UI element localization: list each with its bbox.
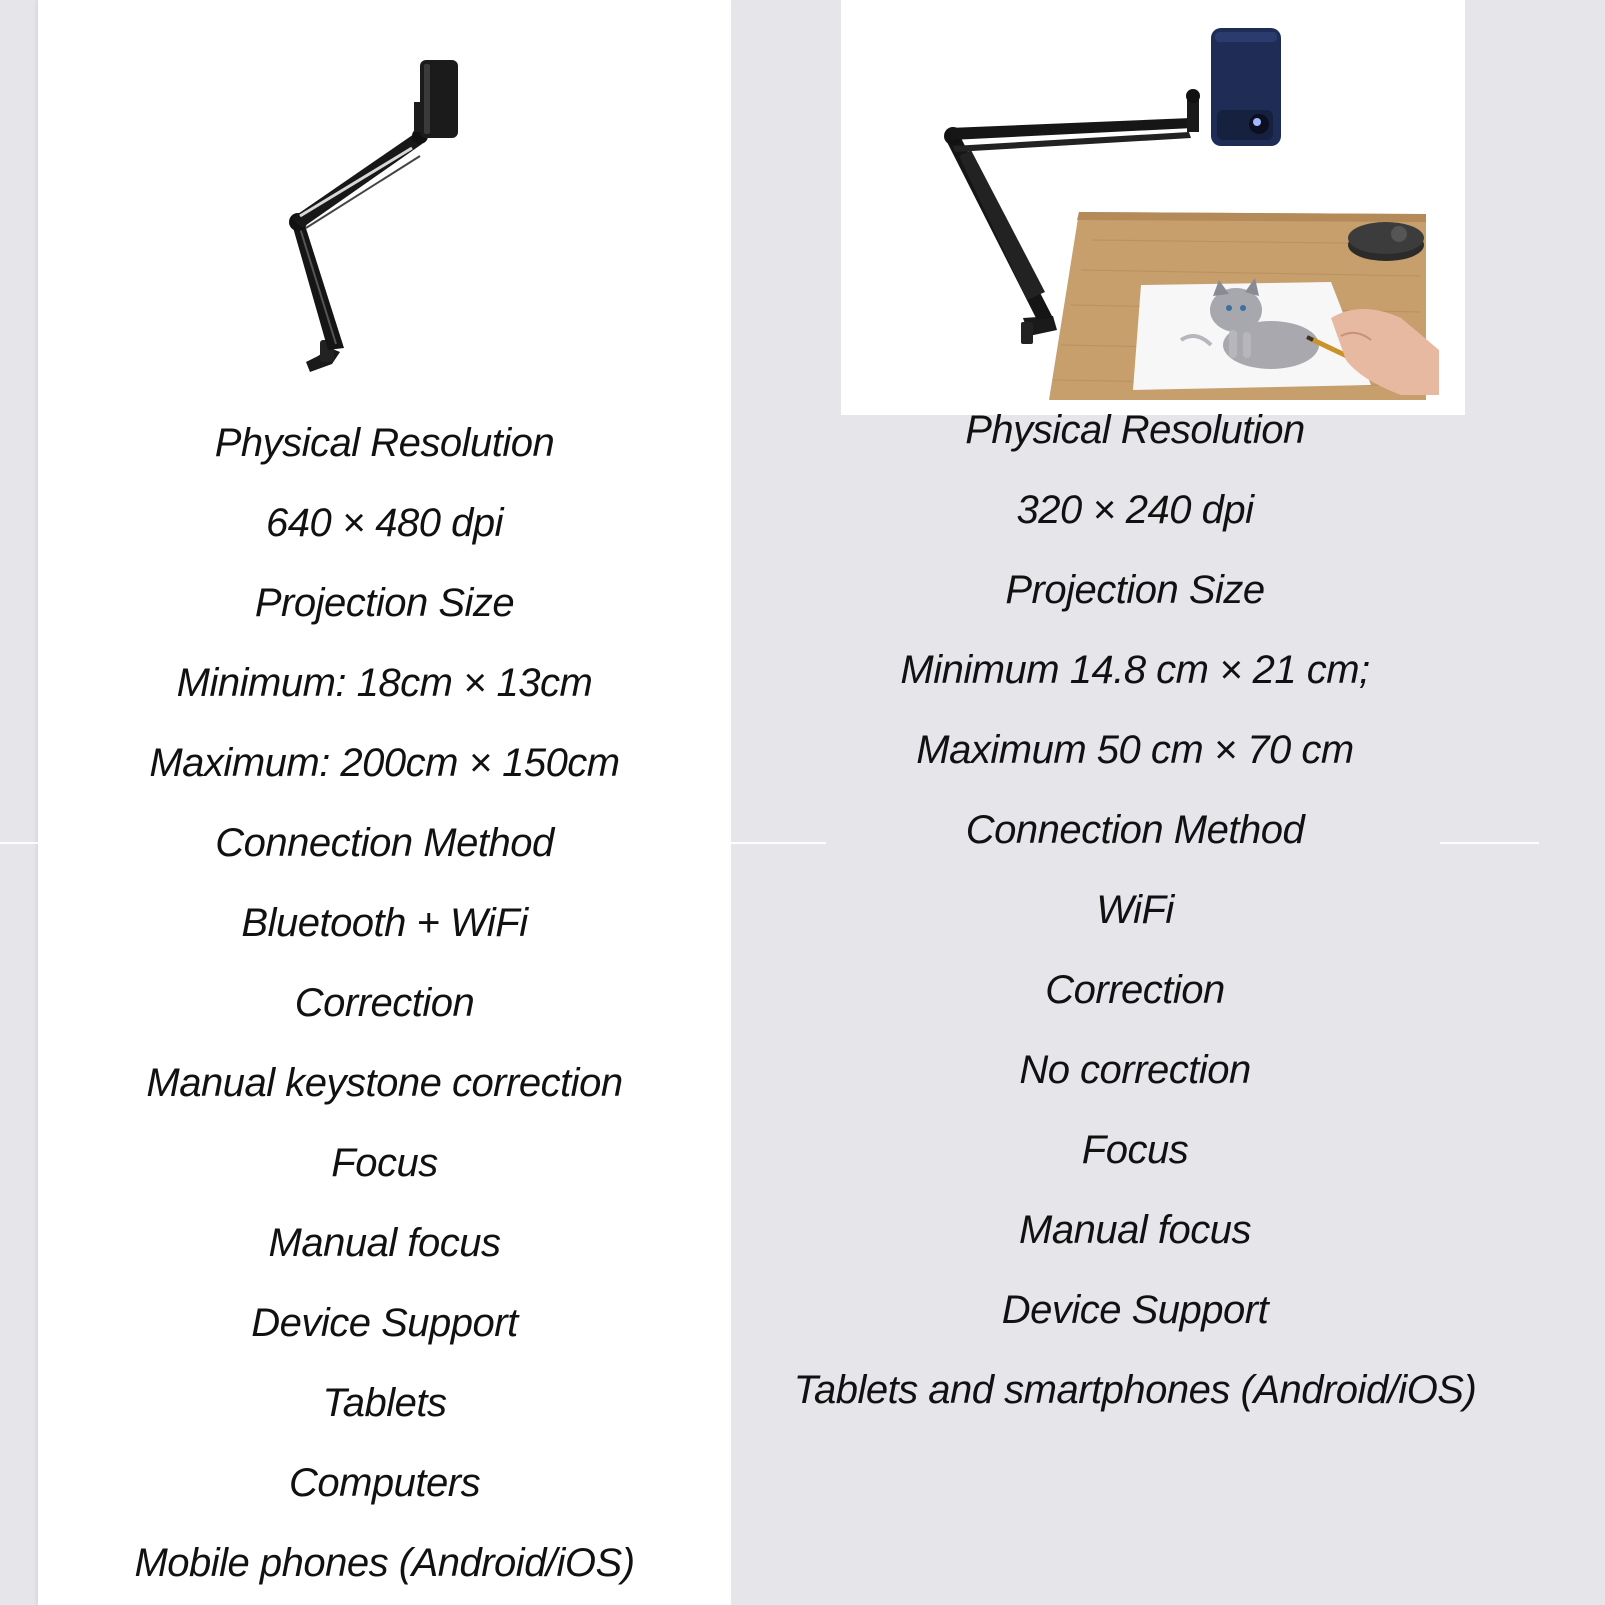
spec-label-connection-method: Connection Method [215, 821, 554, 865]
spec-value-minimum-size: Minimum 14.8 cm × 21 cm; [900, 648, 1370, 692]
spec-value-resolution: 320 × 240 dpi [1016, 488, 1254, 532]
spec-value-device-mobile: Mobile phones (Android/iOS) [134, 1541, 635, 1585]
spec-value-device-computers: Computers [288, 1461, 481, 1505]
spec-value-correction: Manual keystone correction [146, 1061, 623, 1105]
spec-value-focus: Manual focus [268, 1221, 501, 1265]
spec-value-connection: WiFi [1096, 888, 1174, 932]
spec-label-physical-resolution: Physical Resolution [214, 421, 555, 465]
spec-value-device-support: Tablets and smartphones (Android/iOS) [793, 1368, 1477, 1412]
spec-label-focus: Focus [1081, 1128, 1189, 1172]
spec-value-correction: No correction [1019, 1048, 1251, 1092]
spec-value-maximum-size: Maximum 50 cm × 70 cm [916, 728, 1354, 772]
spec-label-projection-size: Projection Size [254, 581, 515, 625]
spec-label-focus: Focus [331, 1141, 438, 1185]
spec-value-minimum-size: Minimum: 18cm × 13cm [176, 661, 593, 705]
spec-value-maximum-size: Maximum: 200cm × 150cm [149, 741, 620, 785]
spec-value-focus: Manual focus [1019, 1208, 1251, 1252]
right-spec-list [731, 0, 1539, 1605]
spec-label-projection-size: Projection Size [1005, 568, 1265, 612]
left-spec-list [38, 0, 731, 1605]
spec-value-connection: Bluetooth + WiFi [241, 901, 528, 945]
seam-line [0, 842, 38, 844]
spec-label-correction: Correction [1045, 968, 1225, 1012]
spec-value-resolution: 640 × 480 dpi [265, 501, 504, 545]
spec-value-device-tablets: Tablets [322, 1381, 447, 1425]
spec-label-connection-method: Connection Method [965, 808, 1305, 852]
spec-label-device-support: Device Support [251, 1301, 518, 1345]
spec-label-physical-resolution: Physical Resolution [965, 408, 1305, 452]
spec-label-device-support: Device Support [1001, 1288, 1269, 1332]
right-margin [1539, 0, 1605, 1605]
spec-label-correction: Correction [294, 981, 475, 1025]
